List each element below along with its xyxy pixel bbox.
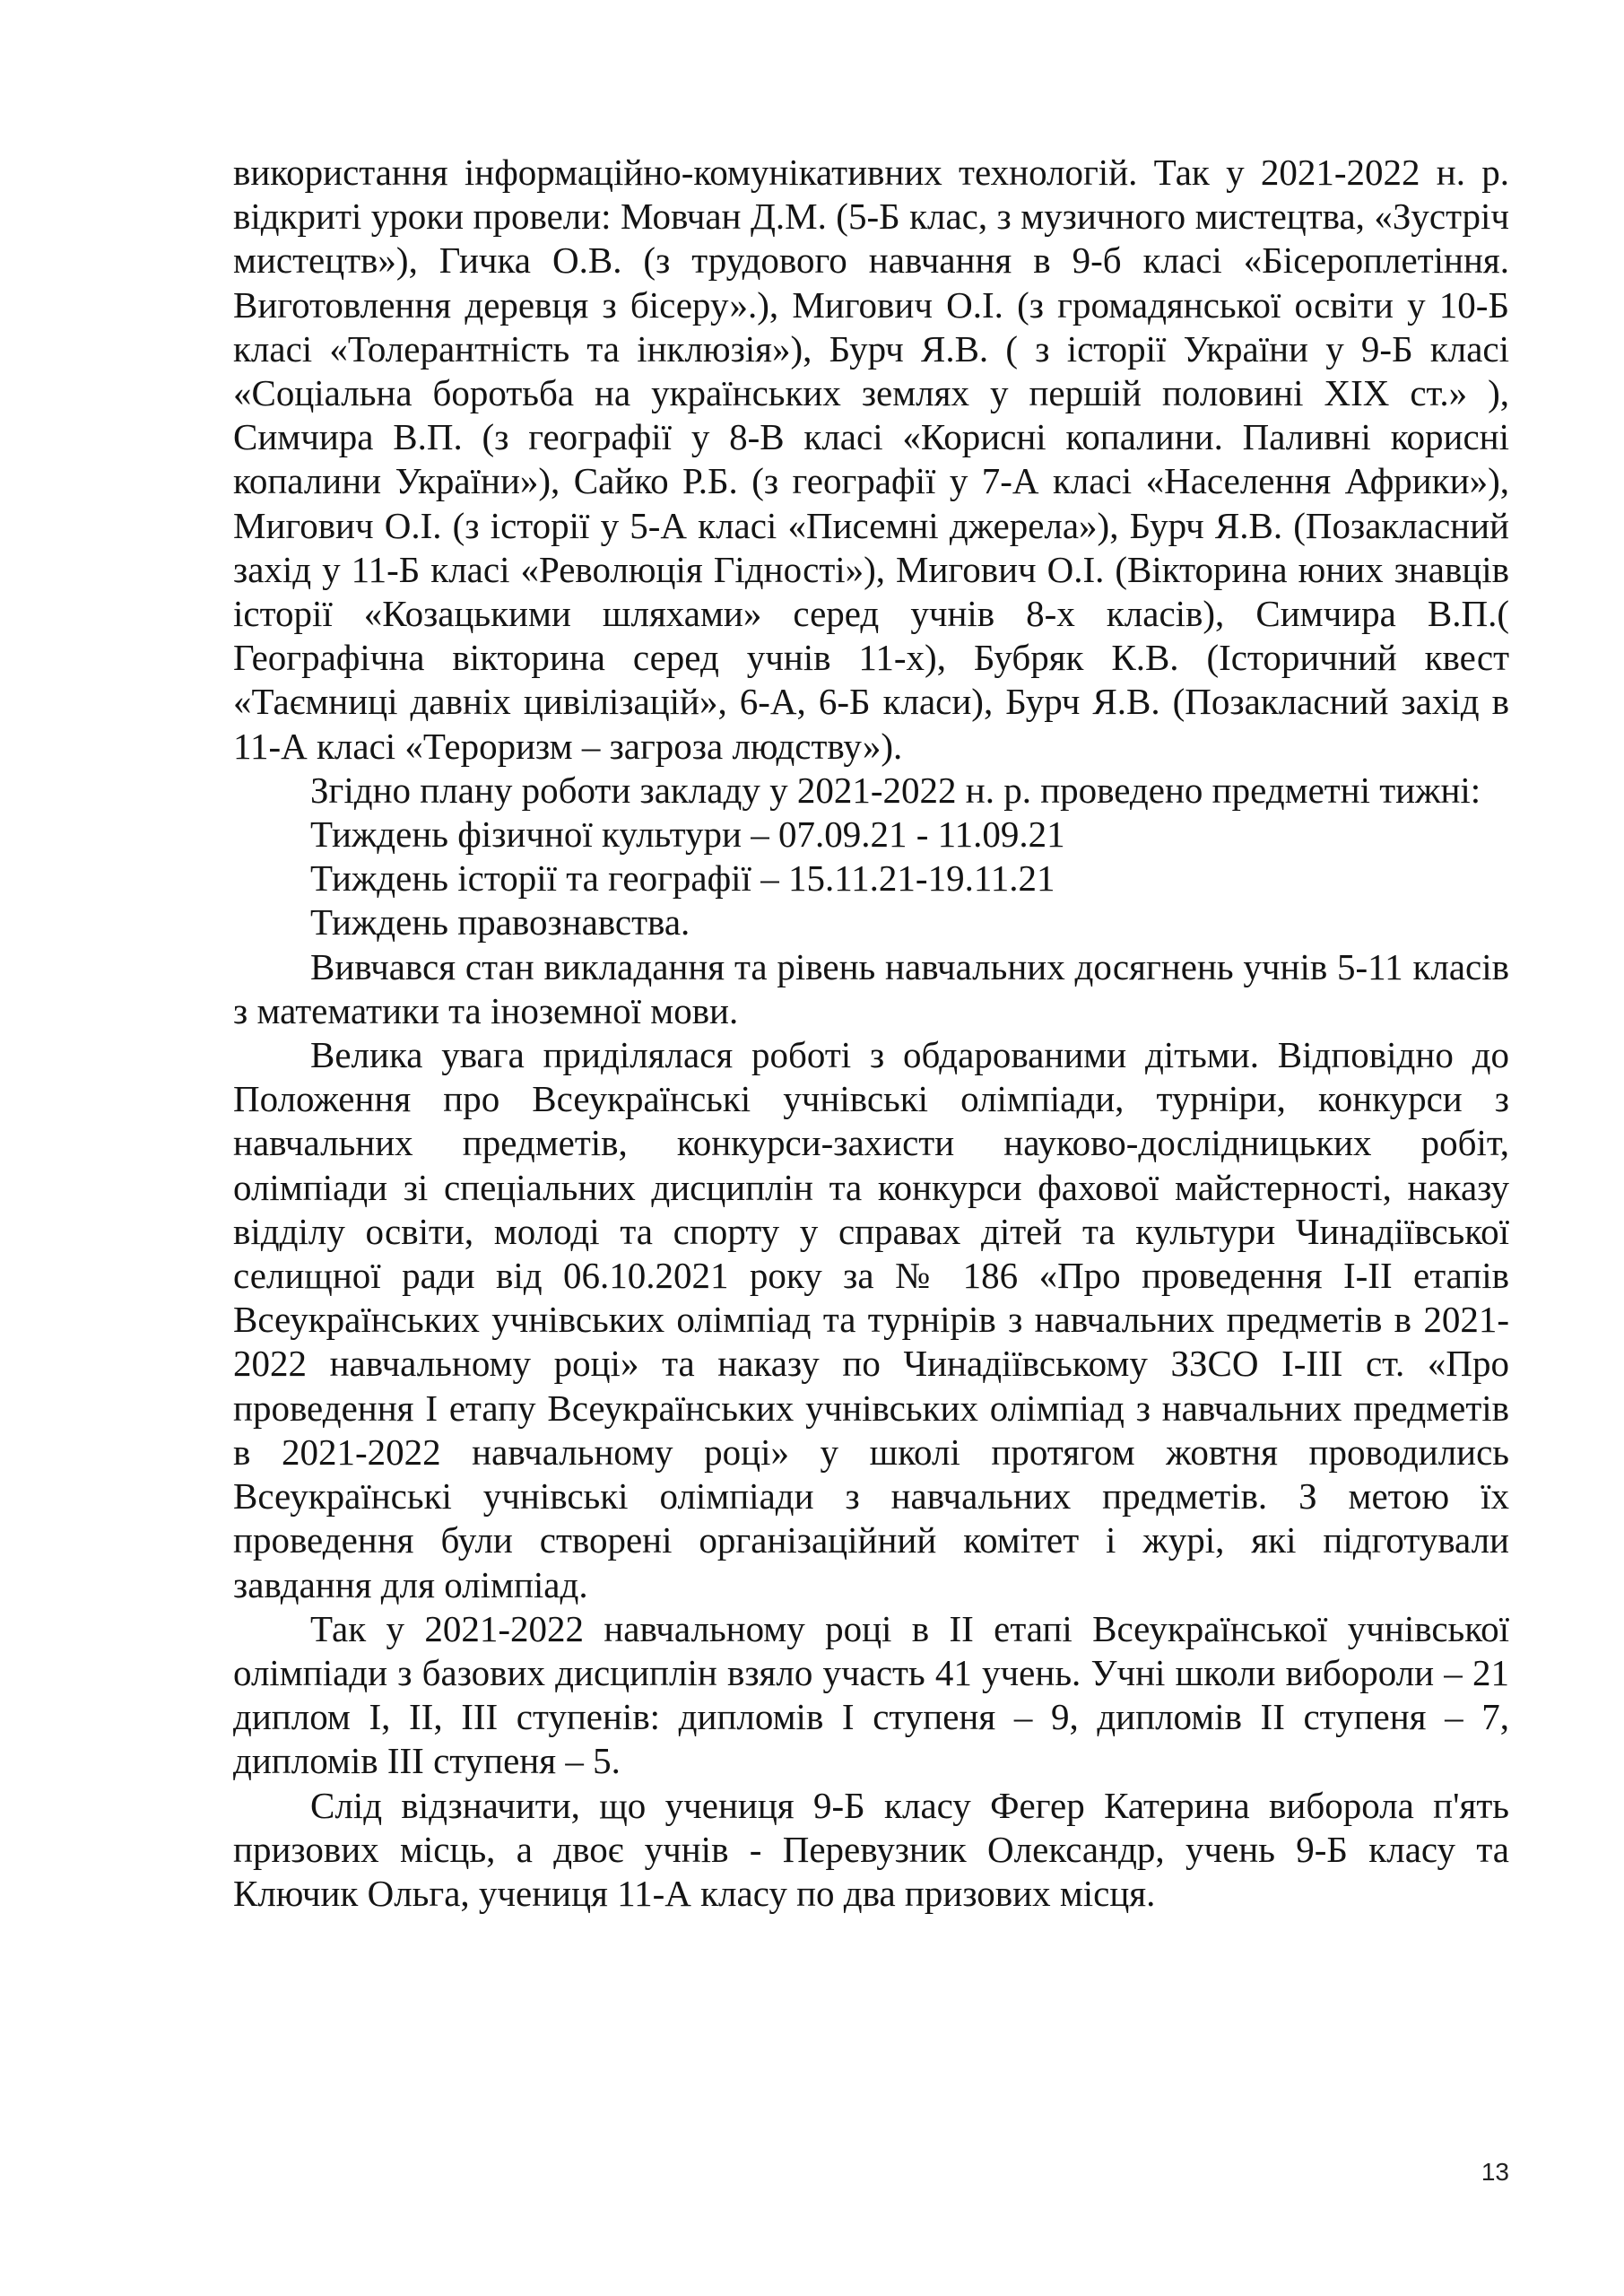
olympiad-results-paragraph: Так у 2021-2022 навчальному році в ІІ етапі Всеукраїнської учнівської олімпіади з базових дисциплін взяло участь 41 учень. Учні школи вибороли – 21 диплом І, ІІ, ІІІ ступенів: дипломів І ступеня – 9, дипломів ІІ ступеня – 7, дипломів ІІІ ступеня – 5.: [233, 1607, 1509, 1782]
subject-weeks-intro: Згідно плану роботи закладу у 2021-2022 н. р. проведено предметні тижні:: [310, 769, 1481, 811]
document-body: [233, 151, 1509, 1916]
teaching-review-paragraph: Вивчався стан викладання та рівень навчальних досягнень учнів 5-11 класів з математики та іноземної мови.: [233, 945, 1509, 1031]
gifted-children-paragraph: Велика увага приділялася роботі з обдарованими дітьми. Відповідно до Положення про Всеукраїнські учнівські олімпіади, турніри, конкурси з навчальних предметів, конкурси-захисти науково-дослідницьких робіт, олімпіади зі спеціальних дисциплін та конкурси фахової майстерності, наказу відділу освіти, молоді та спорту у справах дітей та культури Чинадіївської селищної ради від 06.10.2021 року за № 186 «Про проведення І-ІІ етапів Всеукраїнських учнівських олімпіад та турнірів з навчальних предметів в 2021-2022 навчальному році» та наказу по Чинадіївському ЗЗСО І-ІІІ ст. «Про проведення І етапу Всеукраїнських учнівських олімпіад з навчальних предметів в 2021-2022 навчальному році» у школі протягом жовтня проводились Всеукраїнські учнівські олімпіади з навчальних предметів. З метою їх проведення були створені організаційний комітет і журі, які підготували завдання для олімпіад.: [233, 1034, 1509, 1605]
open-lessons-paragraph: використання інформаційно-комунікативних технологій. Так у 2021-2022 н. р. відкриті уроки провели: Мовчан Д.М. (5-Б клас, з музичного мистецтва, «Зустріч мистецтв»), Гичка О.В. (з трудового навчання в 9-б класі «Бісероплетіння. Виготовлення деревця з бісеру».), Мигович О.І. (з громадянської освіти у 10-Б класі «Толерантність та інклюзія»), Бурч Я.В. ( з історії України у 9-Б класі «Соціальна боротьба на українських землях у першій половині ХІХ ст.» ), Симчира В.П. (з географії у 8-В класі «Корисні копалини. Паливні корисні копалини України»), Сайко Р.Б. (з географії у 7-А класі «Населення Африки»), Мигович О.І. (з історії у 5-А класі «Писемні джерела»), Бурч Я.В. (Позакласний захід у 11-Б класі «Революція Гідності»), Мигович О.І. (Вікторина юних знавців історії «Козацькими шляхами» серед учнів 8-х класів), Симчира В.П.( Географічна вікторина серед учнів 11-х), Бубряк К.В. (Історичний квест «Таємниці давніх цивілізацій», 6-А, 6-Б класи), Бурч Я.В. (Позакласний захід в 11-А класі «Тероризм – загроза людству»).: [233, 152, 1509, 767]
subject-week-item: Тиждень правознавства.: [310, 901, 690, 944]
subject-week-item: Тиждень історії та географії – 15.11.21-19.11.21: [310, 857, 1055, 900]
subject-week-item: Тиждень фізичної культури – 07.09.21 - 11.09.21: [310, 813, 1065, 856]
page-number: 13: [1481, 2158, 1509, 2186]
notable-students-paragraph: Слід відзначити, що учениця 9-Б класу Фегер Катерина виборола п'ять призових місць, а двоє учнів - Перевузник Олександр, учень 9-Б класу та Ключик Ольга, учениця 11-А класу по два призових місця.: [233, 1784, 1509, 1914]
